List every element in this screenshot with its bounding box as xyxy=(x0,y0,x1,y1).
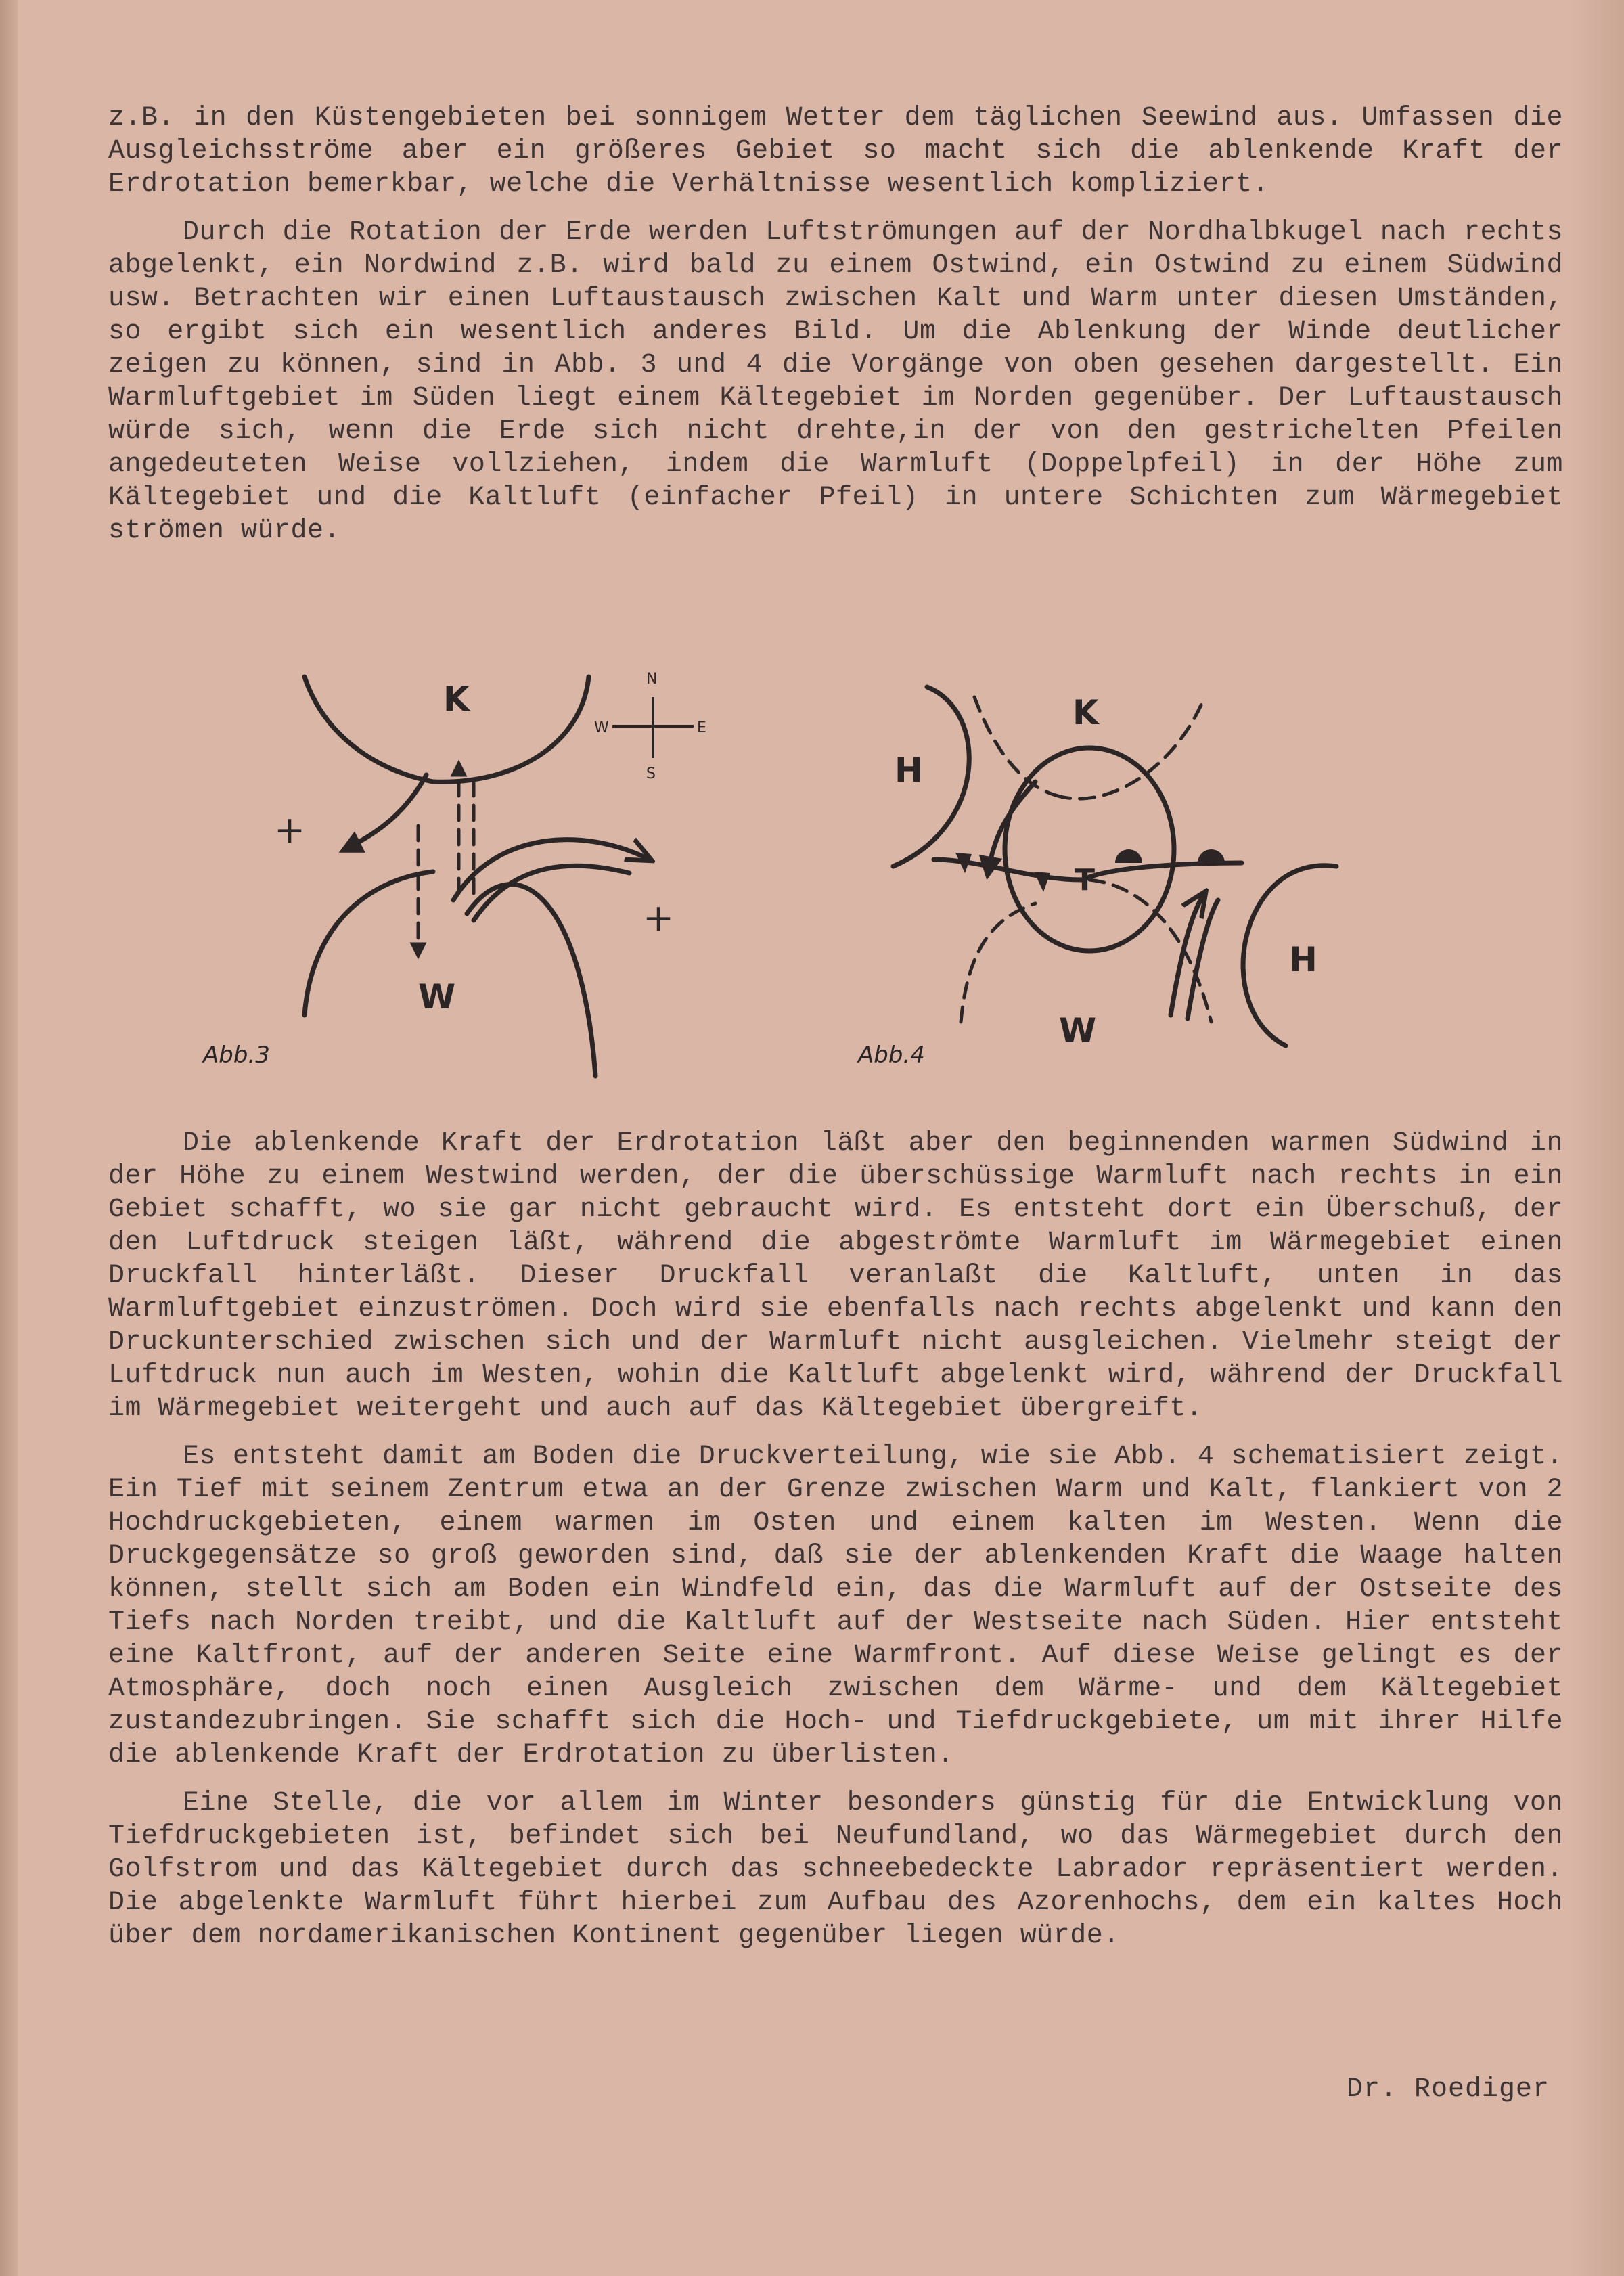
fig4-label-high-east: H xyxy=(1289,940,1317,979)
page-edge-right xyxy=(1570,0,1624,2276)
figures xyxy=(0,656,1624,1096)
page-edge-left xyxy=(0,0,18,2276)
warm-front-semicircle-1 xyxy=(1115,849,1142,863)
text-bottom xyxy=(108,1127,1563,1967)
fig4-caption: Abb.4 xyxy=(858,1042,925,1069)
compass-w: W xyxy=(594,719,609,736)
warm-boundary-left-curve xyxy=(304,872,433,1015)
dashed-boundary-southwest xyxy=(961,903,1035,1022)
warm-front-line xyxy=(1083,863,1242,880)
figure-4 xyxy=(857,687,1336,1069)
paragraph-2: Durch die Rotation der Erde werden Luftströmungen auf der Nordhalbkugel nach rechts abgelenkt, ein Nordwind z.B. wird bald zu einem Ostwind, ein Ostwind zu einem Südwind usw. Betrachten wir einen Luftaustausch zwischen Kalt und Warm unter diesen Umständen, so ergibt sich ein wesentlich anderes Bild. Um die Ablenkung der Winde deutlicher zeigen zu können, sind in Abb. 3 und 4 die Vorgänge von oben gesehen dargestellt. Ein Warmluftgebiet im Süden liegt einem Kältegebiet im Norden gegenüber. Der Luftaustausch würde sich, wenn die Erde sich nicht drehte,in der von den gestrichelten Pfeilen angedeuteten Weise vollziehen, indem die Warmluft (Doppelpfeil) in der Höhe zum Kältegebiet und die Kaltluft (einfacher Pfeil) in untere Schichten zum Wärmegebiet strömen würde. xyxy=(108,217,1563,546)
kalt-boundary-left-curve xyxy=(304,677,433,782)
fig3-plus-left: + xyxy=(274,808,306,851)
compass-s: S xyxy=(646,765,656,782)
paragraph-4: Es entsteht damit am Boden die Druckverteilung, wie sie Abb. 4 schematisiert zeigt. Ein Tief mit seinem Zentrum etwa an der Grenze zwischen Warm und Kalt, flankiert von 2 Hochdruckgebieten, einem warmen im Osten und einem kalten im Westen. Wenn die Druckgegensätze so groß geworden sind, daß sie der ablenkenden Kraft die Waage halten können, stellt sich am Boden ein Windfeld ein, das die Warmluft auf der Ostseite des Tiefs nach Norden treibt, und die Kaltluft auf der Westseite nach Süden. Hier entsteht eine Kaltfront, auf der anderen Seite eine Warmfront. Auf diese Weise gelingt es der Atmosphäre, doch noch einen Ausgleich zwischen dem Wärme- und dem Kältegebiet zustandezubringen. Sie schafft sich die Hoch- und Tiefdruckgebiete, um mit ihrer Hilfe die ablenkende Kraft der Erdrotation zu überlisten. xyxy=(108,1442,1563,1770)
text-top xyxy=(108,102,1563,562)
fig4-label-high-west: H xyxy=(895,751,923,790)
fig3-plus-right: + xyxy=(643,896,675,939)
paragraph-1: z.B. in den Küstengebieten bei sonnigem Wetter dem täglichen Seewind aus. Umfassen die Ausgleichsströme aber ein größeres Gebiet so macht sich die ablenkende Kraft der Erdrotation bemerkbar, welche die Verhältnisse wesentlich kompliziert. xyxy=(108,103,1563,200)
compass-n: N xyxy=(646,671,658,688)
fig3-caption: Abb.3 xyxy=(203,1042,270,1069)
fig3-label-kalt: K xyxy=(443,679,470,719)
fig4-label-kalt: K xyxy=(1073,693,1099,732)
dashed-boundary-northwest xyxy=(974,697,1056,795)
warm-boundary-right-curve xyxy=(467,885,595,1076)
fig4-label-warm: W xyxy=(1059,1011,1097,1050)
tief-center-isobar xyxy=(1005,748,1174,951)
cold-air-deflected-arrow xyxy=(345,775,426,849)
fig4-label-tief: T xyxy=(1075,863,1096,897)
warm-front-semicircle-2 xyxy=(1198,849,1225,863)
signature: Dr. Roediger xyxy=(1346,2074,1550,2105)
paragraph-5: Eine Stelle, die vor allem im Winter besonders günstig für die Entwicklung von Tiefdruckgebieten ist, befindet sich bei Neufundland, wo das Wärmegebiet durch den Golfstrom und das Kältegebiet durch das schneebedeckte Labrador repräsentiert werden. Die abgelenkte Warmluft führt hierbei zum Aufbau des Azorenhochs, dem ein kaltes Hoch über dem nordamerikanischen Kontinent gegenüber liegen würde. xyxy=(108,1788,1563,1951)
compass-e: E xyxy=(697,719,706,736)
figure-3 xyxy=(202,671,706,1076)
cold-air-south-arrow xyxy=(988,782,1035,873)
cold-front-triangle-2 xyxy=(1034,872,1050,892)
fig3-label-warm: W xyxy=(418,977,456,1017)
paragraph-3: Die ablenkende Kraft der Erdrotation läßt aber den beginnenden warmen Südwind in der Höhe zu einem Westwind werden, der die überschüssige Warmluft nach rechts in ein Gebiet schafft, wo sie gar nicht gebraucht wird. Es entsteht dort ein Überschuß, der den Luftdruck steigen läßt, während die abgeströmte Warmluft im Wärmegebiet einen Druckfall hinterläßt. Dieser Druckfall veranlaßt die Kaltluft, unten in das Warmluftgebiet einzuströmen. Doch wird sie ebenfalls nach rechts abgelenkt und kann den Druckunterschied zwischen sich und der Warmluft nicht ausgleichen. Vielmehr steigt der Luftdruck nun auch im Westen, wohin die Kaltluft abgelenkt wird, während der Druckfall im Wärmegebiet weitergeht und auch auf das Kältegebiet übergreift. xyxy=(108,1128,1563,1424)
